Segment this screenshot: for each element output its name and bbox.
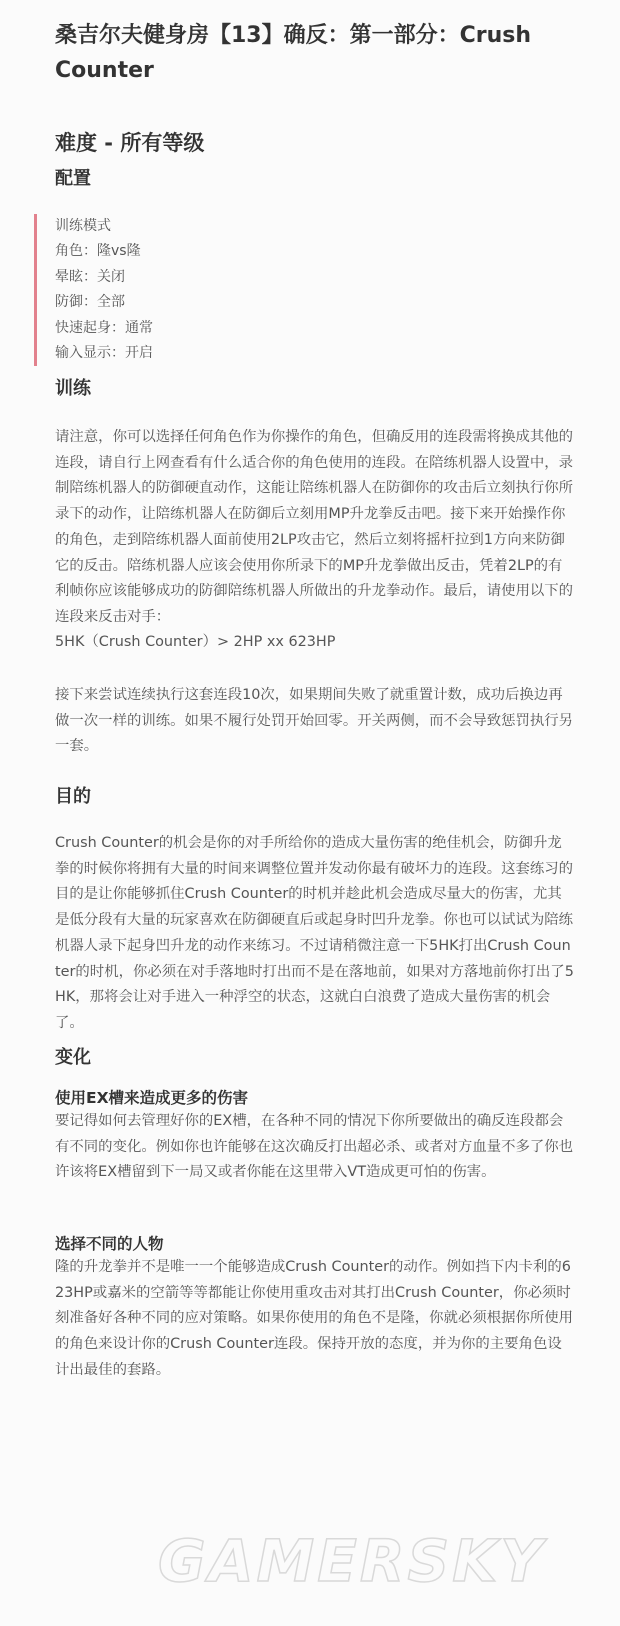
variation-paragraph: 隆的升龙拳并不是唯一一个能够造成Crush Counter的动作。例如挡下内卡利的623HP或嘉米的空箭等等都能让你使用重攻击对其打出Crush Counter，你必须时刻准备好各种不同的应对策略。如果你使用的角色不是隆，你就必须根据你所使用的角色来设计你的Crush Counter连段。保持开放的态度，并为你的主要角色设计出最佳的套路。: [55, 1259, 574, 1378]
config-item: 训练模式: [55, 218, 111, 234]
article: [55, 0, 575, 1378]
config-settings-block: [34, 214, 153, 366]
variation-subheading: 使用EX槽来造成更多的伤害: [55, 1089, 249, 1107]
config-item: 角色：隆vs隆: [55, 243, 141, 260]
config-item: 快速起身：通常: [55, 319, 153, 336]
variation-paragraph: 要记得如何去管理好你的EX槽，在各种不同的情况下你所要做出的确反连段都会有不同的变化。例如你也许能够在这次确反打出超必杀、或者对方血量不多了你也许该将EX槽留到下一局又或者你能在这里带入VT造成更可怕的伤害。: [55, 1113, 574, 1181]
training-heading: 训练: [55, 378, 91, 399]
gamersky-watermark: GAMERSKY: [158, 1527, 546, 1595]
training-paragraph: 接下来尝试连续执行这套连段10次，如果期间失败了就重置计数，成功后换边再做一次一样的训练。如果不履行处罚开始回零。开关两侧，而不会导致惩罚执行另一套。: [55, 687, 574, 755]
config-item: 输入显示：开启: [55, 345, 153, 362]
difficulty-heading: 难度 - 所有等级: [55, 131, 205, 155]
variations-heading: 变化: [55, 1047, 91, 1068]
config-heading: 配置: [55, 168, 91, 189]
training-combo: 5HK（Crush Counter）> 2HP xx 623HP: [55, 634, 336, 650]
article-title: 桑吉尔夫健身房【13】确反：第一部分：Crush Counter: [55, 23, 532, 83]
purpose-heading: 目的: [55, 786, 91, 807]
training-paragraph: 请注意，你可以选择任何角色作为你操作的角色，但确反用的连段需将换成其他的连段，请自行上网查看有什么适合你的角色使用的连段。在陪练机器人设置中，录制陪练机器人的防御硬直动作，这能让陪练机器人在防御你的攻击后立刻执行你所录下的动作，让陪练机器人在防御后立刻用MP升龙拳反击吧。接下来开始操作你的角色，走到陪练机器人面前使用2LP攻击它，然后立刻将摇杆拉到1方向来防御它的反击。陪练机器人应该会使用你所录下的MP升龙拳做出反击，凭着2LP的有利帧你应该能够成功的防御陪练机器人所做出的升龙拳动作。最后，请使用以下的连段来反击对手：: [55, 429, 574, 625]
variation-subheading: 选择不同的人物: [55, 1235, 164, 1253]
config-item: 晕眩：关闭: [55, 268, 125, 285]
config-item: 防御：全部: [55, 294, 125, 311]
purpose-paragraph: Crush Counter的机会是你的对手所给你的造成大量伤害的绝佳机会，防御升龙拳的时候你将拥有大量的时间来调整位置并发动你最有破坏力的连段。这套练习的目的是让你能够抓住Crush Counter的时机并趁此机会造成尽量大的伤害，尤其是低分段有大量的玩家喜欢在防御硬直后或起身时凹升龙拳。你也可以试试为陪练机器人录下起身凹升龙的动作来练习。不过请稍微注意一下5HK打出Crush Counter的时机，你必须在对手落地时打出而不是在落地前，如果对方落地前你打出了5HK，那将会让对手进入一种浮空的状态，这就白白浪费了造成大量伤害的机会了。: [55, 835, 574, 1031]
